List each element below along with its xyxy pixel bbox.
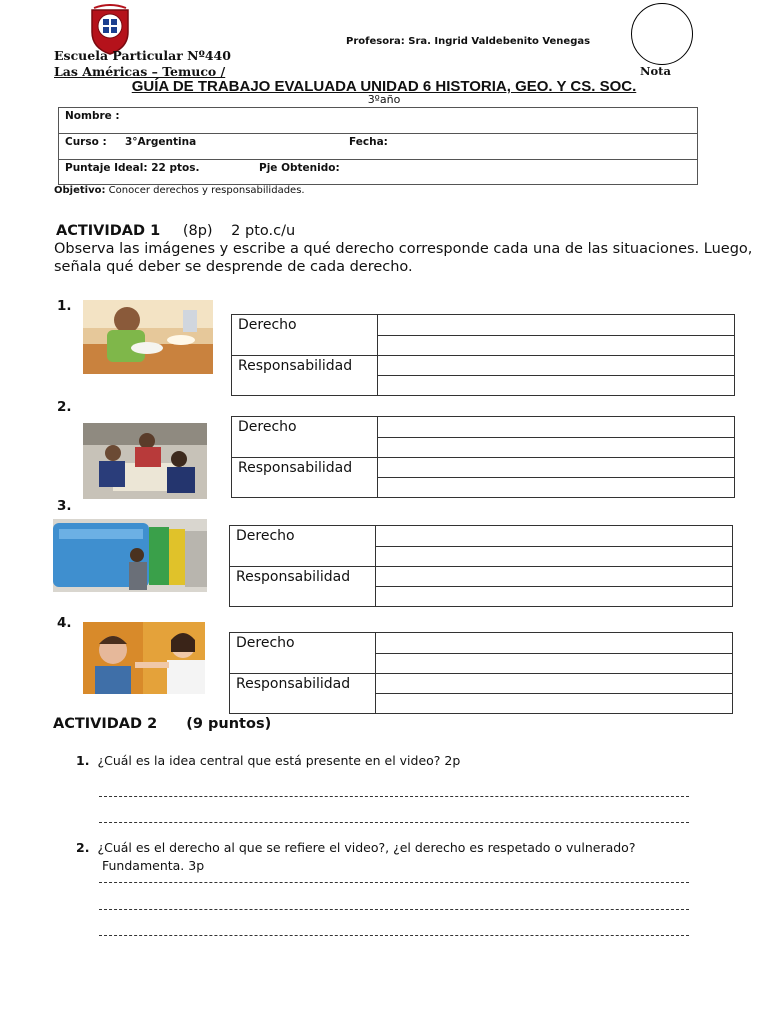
objective <box>54 185 305 196</box>
activity1-title: ACTIVIDAD 1 <box>56 223 161 239</box>
activity1-heading <box>56 223 295 239</box>
responsabilidad-answer-field[interactable] <box>379 356 734 396</box>
objective-label: Objetivo: <box>54 185 106 196</box>
answer-table-1 <box>231 314 735 396</box>
derecho-label: Derecho <box>238 317 297 333</box>
answer-line[interactable] <box>99 882 689 883</box>
question-text: ¿Cuál es la idea central que está presente en el video? 2p <box>97 753 461 768</box>
grade-circle[interactable] <box>631 3 693 65</box>
course-label: Curso : <box>65 136 107 148</box>
answer-line[interactable] <box>99 909 689 910</box>
activity2-heading <box>53 716 271 732</box>
question-2 <box>76 840 635 855</box>
activity2-points: (9 puntos) <box>186 716 272 732</box>
question-text: ¿Cuál es el derecho al que se refiere el video?, ¿el derecho es respetado o vulnerado? <box>97 840 636 855</box>
responsabilidad-answer-field[interactable] <box>379 458 734 498</box>
answer-line[interactable] <box>99 796 689 797</box>
derecho-answer-field[interactable] <box>379 417 734 457</box>
derecho-label: Derecho <box>238 419 297 435</box>
ideal-score-label: Puntaje Ideal: 22 ptos. <box>65 162 200 174</box>
question-1 <box>76 753 460 768</box>
item-number: 4. <box>57 615 72 631</box>
answer-line[interactable] <box>99 822 689 823</box>
activity2-title: ACTIVIDAD 2 <box>53 716 158 732</box>
name-label: Nombre : <box>65 110 120 122</box>
responsabilidad-label: Responsabilidad <box>238 460 353 476</box>
item-number: 2. <box>57 399 72 415</box>
student-info-box <box>58 107 698 185</box>
photo-doctor-checkup <box>83 622 205 694</box>
derecho-label: Derecho <box>236 635 295 651</box>
course-value: 3°Argentina <box>125 136 197 148</box>
activity1-points: (8p) <box>182 223 213 239</box>
question-number: 1. <box>76 753 90 768</box>
teacher-name: Profesora: Sra. Ingrid Valdebenito Venegas <box>346 36 591 47</box>
school-location: Las Américas – Temuco / <box>54 64 226 79</box>
activity1-per-unit: 2 pto.c/u <box>231 223 296 239</box>
responsabilidad-label: Responsabilidad <box>238 358 353 374</box>
responsabilidad-answer-field[interactable] <box>377 567 732 607</box>
responsabilidad-answer-field[interactable] <box>377 674 732 714</box>
page-title: GUÍA DE TRABAJO EVALUADA UNIDAD 6 HISTORIA, GEO. Y CS. SOC. <box>131 78 637 95</box>
photo-children-studying <box>83 423 207 499</box>
grade-label: Nota <box>640 64 671 78</box>
question-2-continuation: Fundamenta. 3p <box>102 858 205 873</box>
activity1-instructions: Observa las imágenes y escribe a qué derecho corresponde cada una de las situaciones. Luego, señala qué deber se desprende de cada derecho. <box>54 241 753 275</box>
answer-line[interactable] <box>99 935 689 936</box>
derecho-label: Derecho <box>236 528 295 544</box>
photo-child-eating <box>83 300 213 374</box>
answer-table-2 <box>231 416 735 498</box>
derecho-answer-field[interactable] <box>377 633 732 673</box>
course-row[interactable] <box>59 134 697 160</box>
derecho-answer-field[interactable] <box>377 526 732 566</box>
derecho-answer-field[interactable] <box>379 315 734 355</box>
responsabilidad-label: Responsabilidad <box>236 569 351 585</box>
item-number: 1. <box>57 298 72 314</box>
date-label: Fecha: <box>349 136 388 148</box>
score-row[interactable] <box>59 160 697 184</box>
school-name: Escuela Particular Nº440 <box>54 48 231 63</box>
question-number: 2. <box>76 840 90 855</box>
answer-table-3 <box>229 525 733 607</box>
grade-level: 3ºaño <box>367 93 401 106</box>
answer-table-4 <box>229 632 733 714</box>
objective-text: Conocer derechos y responsabilidades. <box>108 185 305 196</box>
name-row[interactable] <box>59 108 697 134</box>
item-number: 3. <box>57 498 72 514</box>
responsabilidad-label: Responsabilidad <box>236 676 351 692</box>
photo-child-recycling <box>53 519 207 592</box>
obtained-score-label: Pje Obtenido: <box>259 162 340 174</box>
